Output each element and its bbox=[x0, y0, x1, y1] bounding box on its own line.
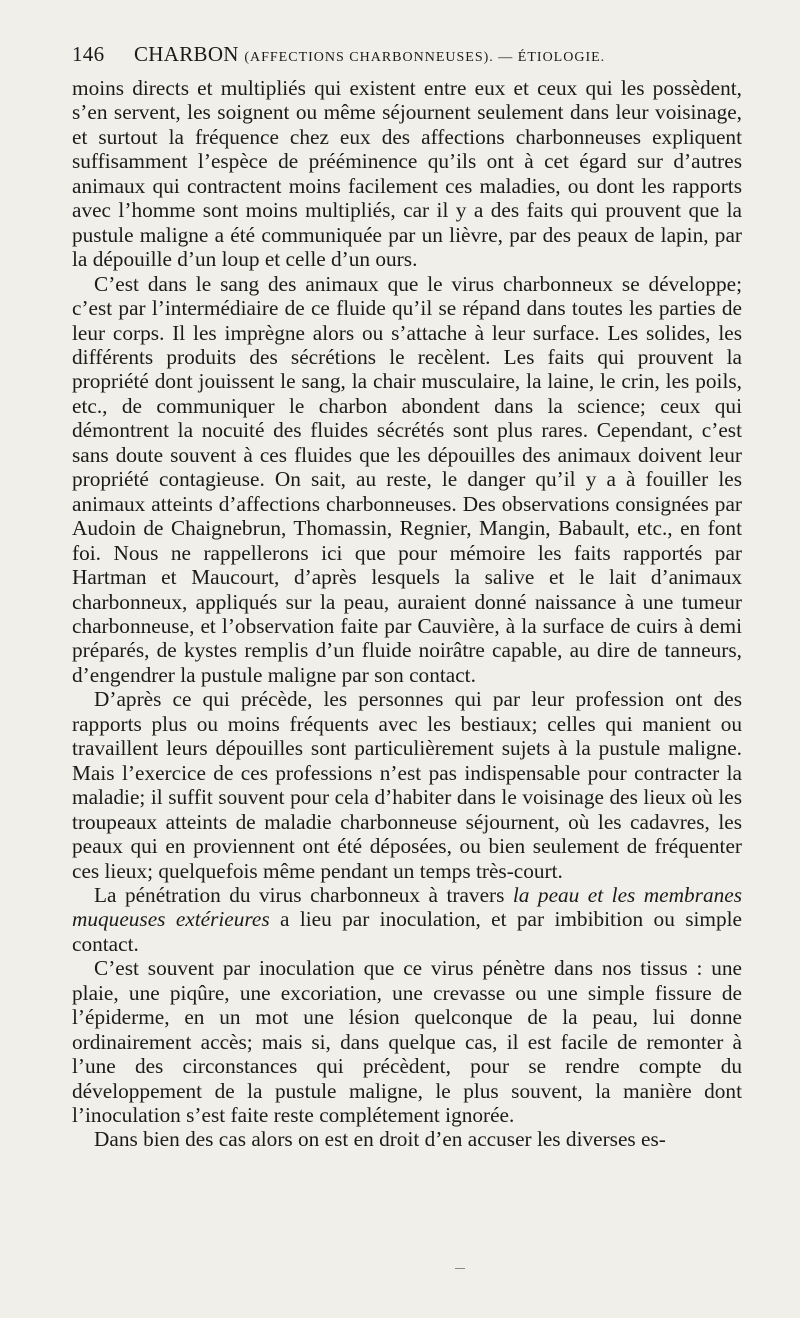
paragraph-1: moins directs et multipliés qui existent entre eux et ceux qui les possèdent, s’en servent, les soignent ou même séjournent seulement dans leur voisinage, et surtout la fréquence chez eux des affections charbonneuses expliquent suffisamment l’espèce de prééminence qu’ils ont à cet égard sur d’autres animaux qui contractent moins facilement ces maladies, ou dont les rapports avec l’homme sont moins multipliés, car il y a des faits qui prouvent que la pustule maligne a été communiquée par un lièvre, par des peaux de lapin, par la dépouille d’un loup et celle d’un ours. bbox=[72, 76, 742, 272]
running-head bbox=[72, 42, 742, 67]
paragraph-4-before: La pénétration du virus charbonneux à travers bbox=[94, 882, 513, 907]
bottom-mark bbox=[455, 1268, 465, 1269]
paragraph-2: C’est dans le sang des animaux que le virus charbonneux se développe; c’est par l’intermédiaire de ce fluide qu’il se répand dans toutes les parties de leur corps. Il les imprègne alors ou s’attache à leur surface. Les solides, les différents produits des sécrétions le recèlent. Les faits qui prouvent la propriété dont jouissent le sang, la chair musculaire, la laine, le crin, les poils, etc., de communiquer le charbon abondent dans la science; ceux qui démontrent la nocuité des fluides sécrétés sont plus rares. Cependant, c’est sans doute souvent à ces fluides que les dépouilles des animaux doivent leur propriété contagieuse. On sait, au reste, le danger qu’il y a à fouiller les animaux atteints d’affections charbonneuses. Des observations consignées par Audoin de Chaignebrun, Thomassin, Regnier, Mangin, Babault, etc., en font foi. Nous ne rappellerons ici que pour mémoire les faits rapportés par Hartman et Maucourt, d’après lesquels la salive et le lait d’animaux charbonneux, appliqués sur la peau, auraient donné naissance à une tumeur charbonneuse, et l’observation faite par Cauvière, à la surface de cuirs à demi préparés, de kystes remplis d’un fluide noirâtre capable, au dire de tanneurs, d’engendrer la pustule maligne par son contact. bbox=[72, 271, 742, 687]
running-title-main: CHARBON bbox=[133, 42, 239, 66]
running-title bbox=[134, 42, 605, 66]
paragraph-6: Dans bien des cas alors on est en droit d’en accuser les diverses es- bbox=[94, 1127, 666, 1152]
paragraph-4-after: a lieu par inoculation, et par imbibition ou simple contact. bbox=[72, 907, 742, 956]
paragraph-5: C’est souvent par inoculation que ce virus pénètre dans nos tissus : une plaie, une piqûre, une excoriation, une crevasse ou une simple fissure de l’épiderme, en un mot une lésion quelconque de la peau, lui donne ordinairement accès; mais si, dans quelque cas, il est facile de remonter à l’une des circonstances qui précèdent, pour se rendre compte du développement de la pustule maligne, le plus souvent, la manière dont l’inoculation s’est faite reste complétement ignorée. bbox=[72, 956, 742, 1128]
running-title-sub: (AFFECTIONS CHARBONNEUSES). — ÉTIOLOGIE. bbox=[244, 50, 606, 65]
body-text bbox=[72, 76, 742, 1152]
paragraph-4 bbox=[72, 883, 742, 956]
page-number: 146 bbox=[72, 42, 105, 66]
paragraph-4-italic: la peau et les membranes muqueuses extérieures bbox=[72, 882, 742, 932]
paragraph-3: D’après ce qui précède, les personnes qui par leur profession ont des rapports plus ou moins fréquents avec les bestiaux; celles qui manient ou travaillent leurs dépouilles sont particulièrement sujets à la pustule maligne. Mais l’exercice de ces professions n’est pas indispensable pour contracter la maladie; il suffit souvent pour cela d’habiter dans le voisinage des lieux où les troupeaux atteints de maladie charbonneuse séjournent, où les cadavres, les peaux qui en proviennent ont été déposées, ou bien seulement de fréquenter ces lieux; quelquefois même pendant un temps très-court. bbox=[72, 687, 742, 883]
